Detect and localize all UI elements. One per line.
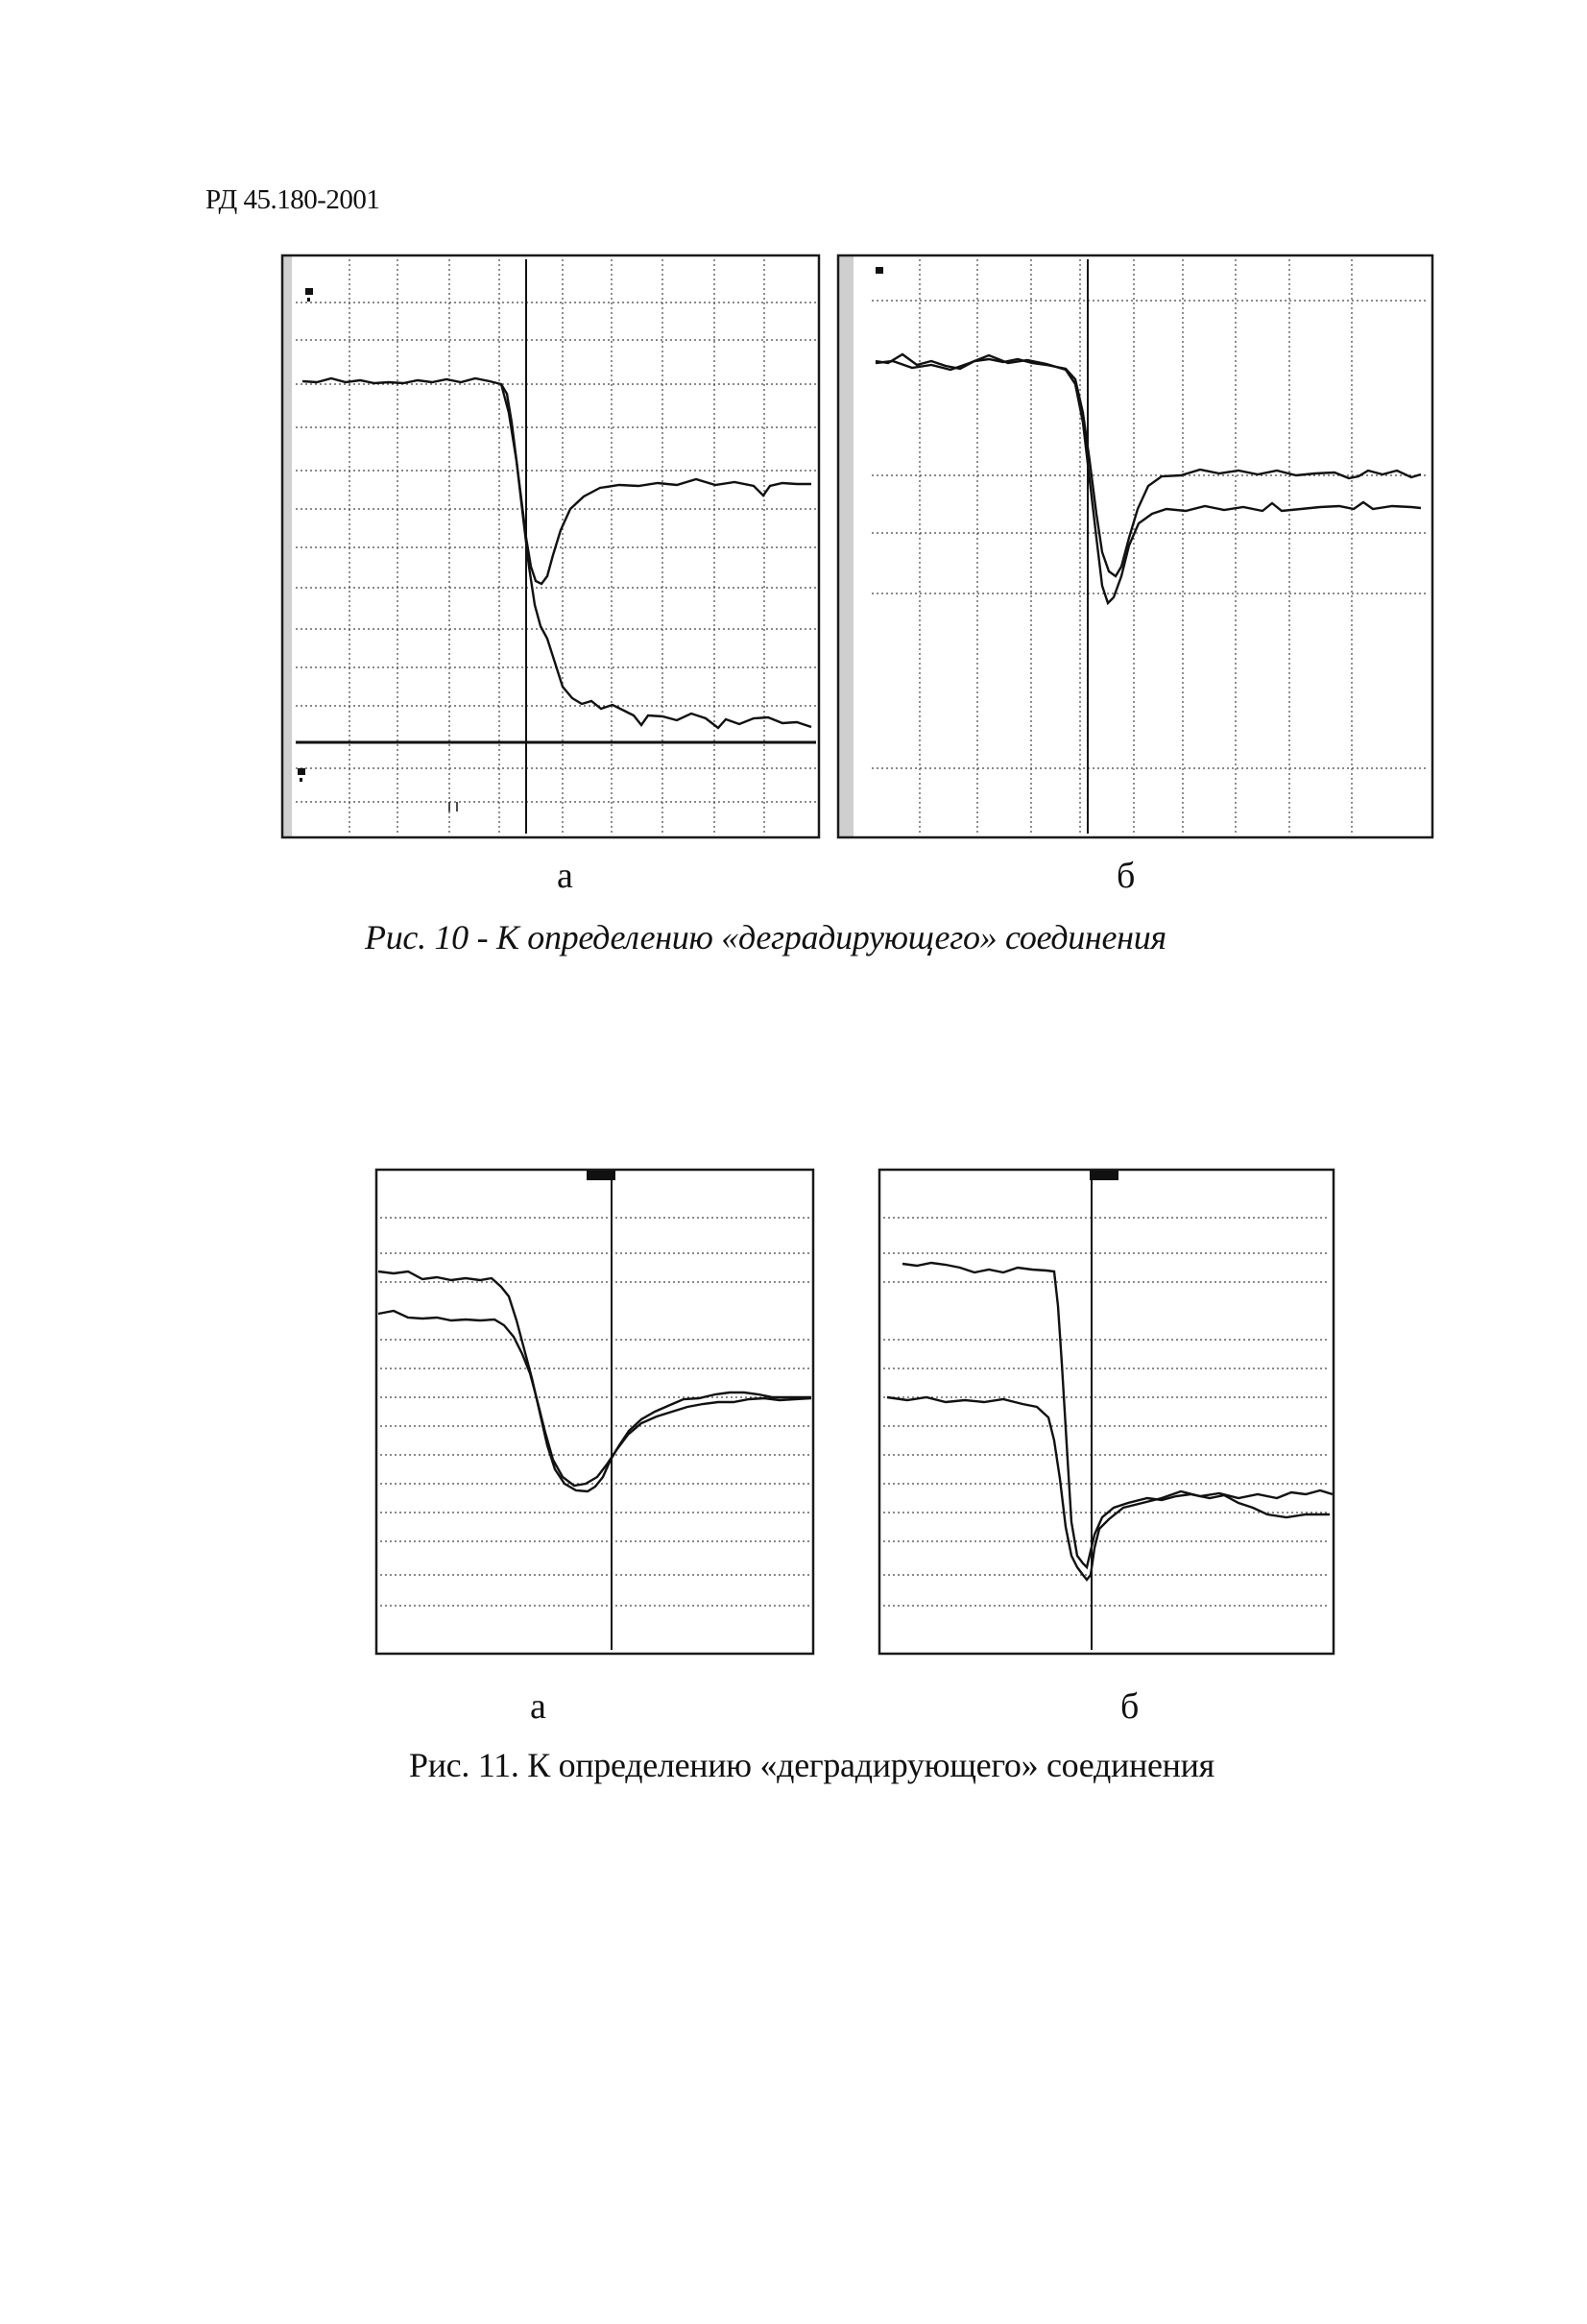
- fig11a-trace-upper: [378, 1271, 811, 1491]
- fig11a-trace-lower: [378, 1311, 811, 1486]
- fig10b-grid: [872, 259, 1429, 834]
- fig10a-trace-recovered: [302, 378, 811, 584]
- fig10-caption: Рис. 10 - К определению «деградирующего» соединения: [365, 918, 1166, 956]
- fig11b-panel: [879, 1170, 1334, 1654]
- fig11a-panel: [376, 1170, 813, 1654]
- fig11b-trace-lower: [887, 1397, 1333, 1580]
- fig10a-trace-degraded: [501, 384, 811, 728]
- fig10b-trace-upper: [876, 354, 1421, 576]
- fig11-label-a: а: [530, 1686, 546, 1727]
- fig11b-trace-upper: [902, 1263, 1330, 1567]
- fig10-label-a: а: [557, 856, 573, 896]
- fig11-label-b: б: [1120, 1686, 1140, 1727]
- fig10b-marker: [876, 267, 883, 274]
- fig10b-trace-lower: [876, 355, 1421, 603]
- fig10-label-b: б: [1117, 856, 1136, 896]
- fig10a-panel: [282, 255, 819, 837]
- fig10b-panel: [838, 255, 1432, 837]
- fig11a-grid: [380, 1218, 809, 1606]
- document-header: РД 45.180-2001: [205, 184, 380, 215]
- fig11b-marker: [1090, 1171, 1118, 1180]
- fig11b-grid: [883, 1218, 1330, 1606]
- fig11a-marker: [587, 1171, 615, 1180]
- fig10a-marker-bottom: [298, 768, 305, 775]
- fig10a-marker-top: [305, 288, 313, 295]
- fig11-caption: Рис. 11. К определению «деградирующего» соединения: [409, 1746, 1214, 1784]
